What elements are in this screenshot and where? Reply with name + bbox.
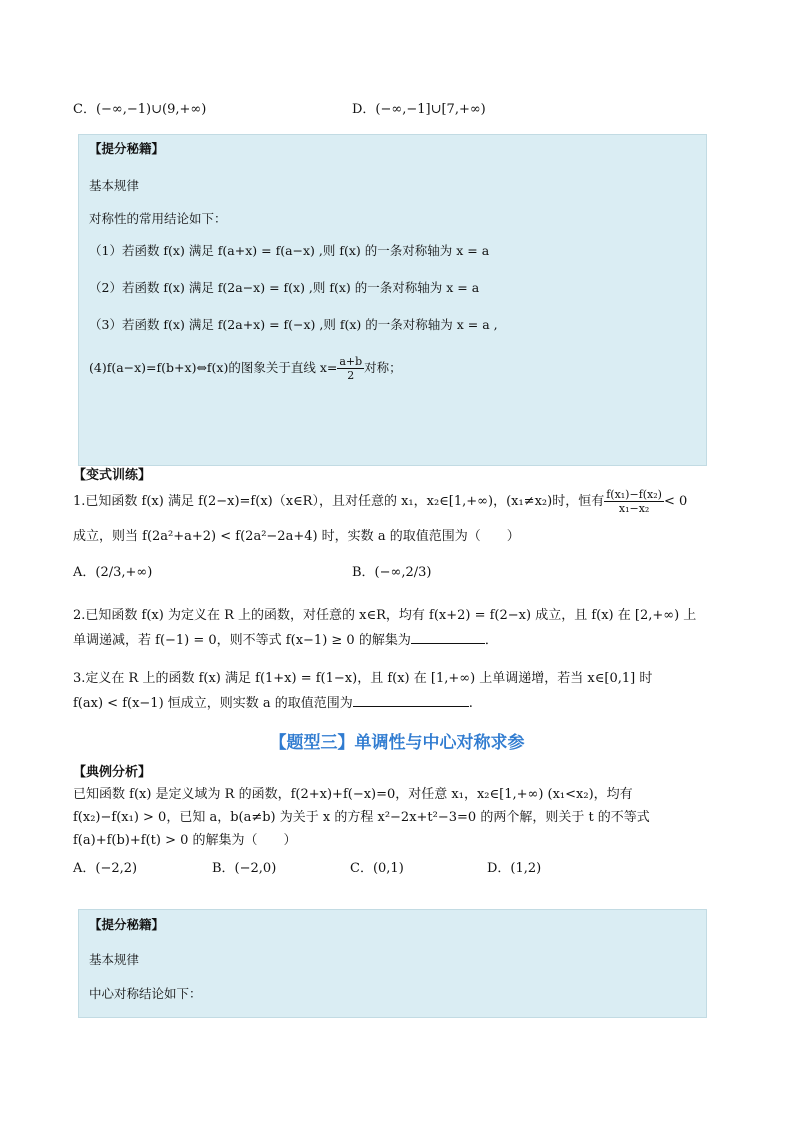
tips-box-symmetry [78, 134, 707, 466]
tips-item-4-prefix: (4)f(a−x)=f(b+x)⇔f(x)的图象关于直线 x= [89, 360, 338, 375]
q1-option-a: A．(2/3,+∞) [73, 565, 153, 580]
option-d: D．(−∞,−1]∪[7,+∞) [352, 102, 486, 117]
q3-line-2 [73, 694, 473, 713]
example-line-3: f(a)+f(b)+f(t) > 0 的解集为（ ） [73, 833, 297, 848]
fraction-denominator: 2 [347, 369, 355, 382]
tips-item-4-suffix: 对称； [364, 360, 402, 375]
q2-line-1: 2.已知函数 f(x) 为定义在 R 上的函数，对任意的 x∈R，均有 f(x+2) = f(2−x) 成立，且 f(x) 在 [2,+∞) 上 [73, 608, 697, 623]
example-title: 【典例分析】 [73, 765, 152, 780]
fraction-numerator: f(x₁)−f(x₂) [606, 488, 662, 501]
q2-stem: 单调递减，若 f(−1) = 0，则不等式 f(x−1) ≥ 0 的解集为 [73, 633, 411, 648]
q2-line-2 [73, 631, 498, 650]
q3-line-1: 3.定义在 R 上的函数 f(x) 满足 f(1+x) = f(1−x)，且 f(x) 在 [1,+∞) 上单调递增，若当 x∈[0,1] 时 [73, 671, 653, 686]
q3-stem: f(ax) < f(x−1) 恒成立，则实数 a 的取值范围为 [73, 696, 353, 711]
example-option-b: B．(−2,0) [212, 861, 277, 876]
q1-line-1 [73, 488, 687, 515]
variant-title: 【变式训练】 [73, 468, 152, 483]
q2-end: ． [484, 633, 498, 648]
tips-subtitle: 基本规律 [89, 952, 140, 967]
tips-title: 【提分秘籍】 [89, 917, 165, 932]
q1-fraction [604, 488, 664, 515]
tips-item-4 [89, 355, 402, 382]
fraction-denominator: x₁−x₂ [618, 502, 650, 515]
tips-item-3: （3）若函数 f(x) 满足 f(2a+x) = f(−x) ,则 f(x) 的一条对称轴为 x = a , [89, 317, 498, 332]
example-option-d: D．(1,2) [487, 861, 542, 876]
tips-title: 【提分秘籍】 [89, 141, 165, 156]
tips-intro: 对称性的常用结论如下： [89, 211, 227, 226]
q3-end: . [468, 696, 473, 711]
option-c: C．(−∞,−1)∪(9,+∞) [73, 102, 207, 117]
example-option-a: A．(−2,2) [73, 861, 138, 876]
q1-stem: 1.已知函数 f(x) 满足 f(2−x)=f(x)（x∈R），且对任意的 x₁，x₂∈[1,+∞)，(x₁≠x₂)时，恒有 [73, 494, 605, 509]
tips-subtitle: 基本规律 [89, 178, 140, 193]
example-option-c: C．(0,1) [350, 861, 404, 876]
tips-intro: 中心对称结论如下： [89, 986, 202, 1001]
q1-line-2: 成立，则当 f(2a²+a+2) < f(2a²−2a+4) 时，实数 a 的取值范围为（ ） [73, 529, 520, 544]
q1-inequality: < 0 [663, 494, 688, 509]
tips-item-2: （2）若函数 f(x) 满足 f(2a−x) = f(x) ,则 f(x) 的一条对称轴为 x = a [89, 280, 480, 295]
example-line-1: 已知函数 f(x) 是定义域为 R 的函数，f(2+x)+f(−x)=0，对任意 x₁，x₂∈[1,+∞) (x₁<x₂)，均有 [73, 787, 633, 802]
tips-box-center-symmetry [78, 909, 707, 1018]
tips-item-1: （1）若函数 f(x) 满足 f(a+x) = f(a−x) ,则 f(x) 的一条对称轴为 x = a [89, 243, 490, 258]
answer-blank[interactable] [353, 694, 469, 707]
tips-item-4-fraction [337, 355, 364, 382]
answer-blank[interactable] [411, 631, 485, 644]
example-line-2: f(x₂)−f(x₁) > 0，已知 a，b(a≠b) 为关于 x 的方程 x²−2x+t²−3=0 的两个解，则关于 t 的不等式 [73, 810, 650, 825]
q1-option-b: B．(−∞,2/3) [352, 565, 432, 580]
section-heading: 【题型三】单调性与中心对称求参 [269, 733, 525, 753]
fraction-numerator: a+b [339, 355, 363, 368]
